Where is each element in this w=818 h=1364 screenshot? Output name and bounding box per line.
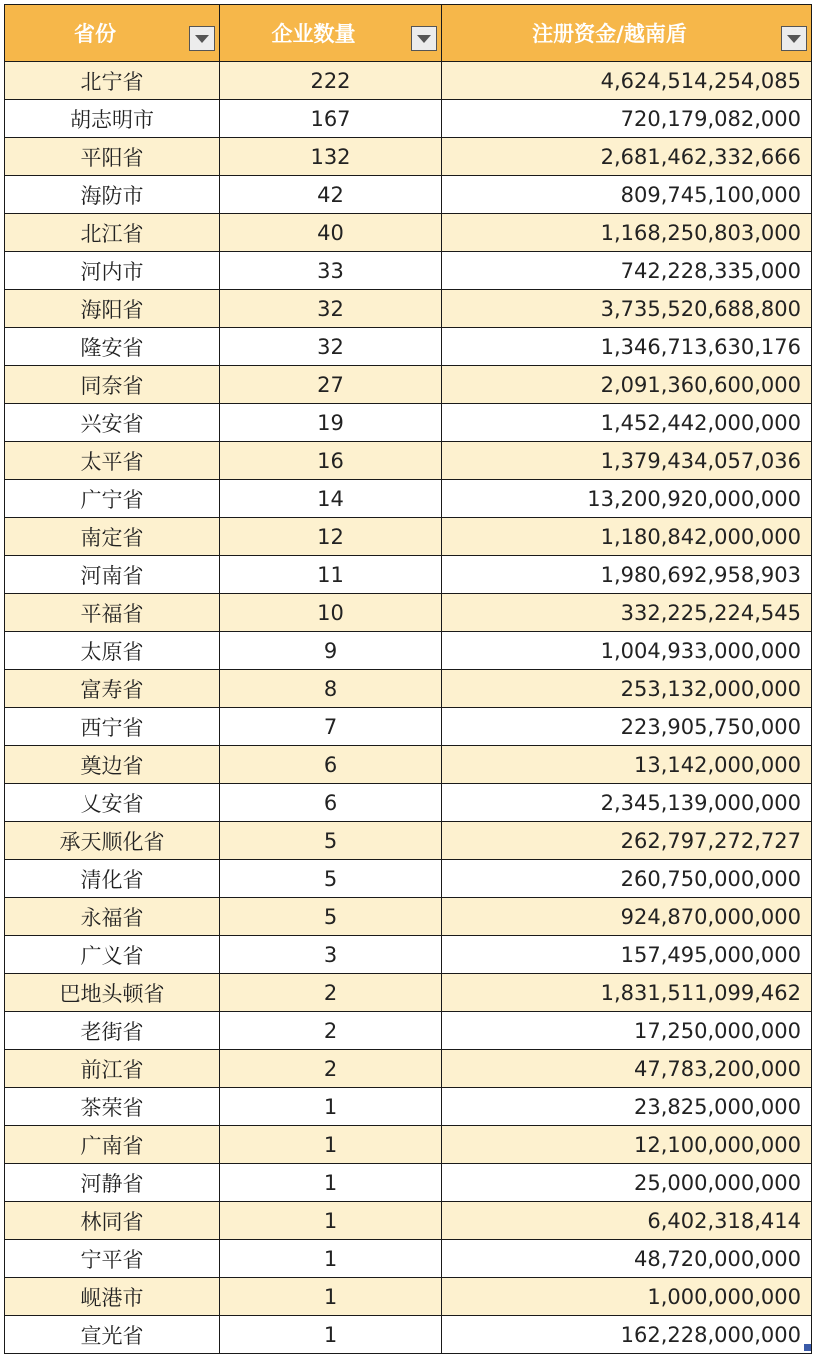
table-row [5,1278,812,1316]
cell-count[interactable]: 1 [220,1088,442,1126]
cell-province[interactable]: 太平省 [5,442,220,480]
table-row [5,1316,812,1354]
cell-count[interactable]: 42 [220,176,442,214]
cell-capital[interactable]: 162,228,000,000 [442,1316,812,1354]
cell-capital[interactable]: 47,783,200,000 [442,1050,812,1088]
cell-province[interactable]: 乂安省 [5,784,220,822]
cell-province[interactable]: 平福省 [5,594,220,632]
column-header-label: 省份 [74,22,116,46]
cell-count[interactable]: 2 [220,1012,442,1050]
cell-capital[interactable]: 332,225,224,545 [442,594,812,632]
dropdown-arrow-icon [417,35,431,43]
cell-province[interactable]: 太原省 [5,632,220,670]
column-header-label: 注册资金/越南盾 [532,22,687,46]
cell-province[interactable]: 老街省 [5,1012,220,1050]
filter-dropdown-button[interactable] [411,26,437,51]
cell-province[interactable]: 河南省 [5,556,220,594]
cell-capital[interactable]: 924,870,000,000 [442,898,812,936]
cell-capital[interactable]: 260,750,000,000 [442,860,812,898]
table-row [5,1126,812,1164]
cell-province[interactable]: 清化省 [5,860,220,898]
table-row [5,860,812,898]
cell-count[interactable]: 2 [220,1050,442,1088]
cell-province[interactable]: 兴安省 [5,404,220,442]
column-header-count[interactable] [220,5,442,62]
table-row [5,62,812,100]
cell-province[interactable]: 海阳省 [5,290,220,328]
table-row [5,328,812,366]
cell-capital[interactable]: 1,980,692,958,903 [442,556,812,594]
cell-province[interactable]: 北宁省 [5,62,220,100]
cell-capital[interactable]: 742,228,335,000 [442,252,812,290]
cell-province[interactable]: 河内市 [5,252,220,290]
cell-count[interactable]: 32 [220,290,442,328]
table-row [5,138,812,176]
cell-capital[interactable]: 48,720,000,000 [442,1240,812,1278]
table-row [5,290,812,328]
cell-count[interactable]: 1 [220,1164,442,1202]
cell-capital[interactable]: 157,495,000,000 [442,936,812,974]
table-header [5,5,812,62]
cell-province[interactable]: 广宁省 [5,480,220,518]
cell-count[interactable]: 14 [220,480,442,518]
cell-capital[interactable]: 13,142,000,000 [442,746,812,784]
cell-capital[interactable]: 1,379,434,057,036 [442,442,812,480]
table-row [5,1240,812,1278]
cell-province[interactable]: 巴地头顿省 [5,974,220,1012]
cell-province[interactable]: 富寿省 [5,670,220,708]
dropdown-arrow-icon [787,35,801,43]
cell-province[interactable]: 南定省 [5,518,220,556]
cell-count[interactable]: 11 [220,556,442,594]
cell-capital[interactable]: 2,681,462,332,666 [442,138,812,176]
cell-count[interactable]: 5 [220,898,442,936]
cell-count[interactable]: 222 [220,62,442,100]
cell-capital[interactable]: 17,250,000,000 [442,1012,812,1050]
cell-capital[interactable]: 223,905,750,000 [442,708,812,746]
table-row [5,100,812,138]
cell-count[interactable]: 19 [220,404,442,442]
cell-capital[interactable]: 809,745,100,000 [442,176,812,214]
cell-count[interactable]: 167 [220,100,442,138]
cell-capital[interactable]: 1,452,442,000,000 [442,404,812,442]
cell-province[interactable]: 河静省 [5,1164,220,1202]
cell-province[interactable]: 永福省 [5,898,220,936]
cell-capital[interactable]: 253,132,000,000 [442,670,812,708]
table-row [5,594,812,632]
table-row [5,1202,812,1240]
table-row [5,1088,812,1126]
cell-province[interactable]: 平阳省 [5,138,220,176]
cell-capital[interactable]: 6,402,318,414 [442,1202,812,1240]
cell-capital[interactable]: 2,345,139,000,000 [442,784,812,822]
cell-capital[interactable]: 3,735,520,688,800 [442,290,812,328]
table-row [5,176,812,214]
cell-province[interactable]: 北江省 [5,214,220,252]
cell-capital[interactable]: 1,831,511,099,462 [442,974,812,1012]
column-header-label: 企业数量 [271,22,356,46]
cell-province[interactable]: 胡志明市 [5,100,220,138]
table-row [5,898,812,936]
cell-count[interactable]: 6 [220,784,442,822]
cell-province[interactable]: 前江省 [5,1050,220,1088]
table-row [5,556,812,594]
cell-province[interactable]: 岘港市 [5,1278,220,1316]
cell-province[interactable]: 隆安省 [5,328,220,366]
cell-count[interactable]: 1 [220,1316,442,1354]
cell-capital[interactable]: 720,179,082,000 [442,100,812,138]
filter-dropdown-button[interactable] [189,26,215,51]
cell-count[interactable]: 32 [220,328,442,366]
cell-province[interactable]: 承天顺化省 [5,822,220,860]
table-row [5,252,812,290]
cell-province[interactable]: 同奈省 [5,366,220,404]
table-row [5,670,812,708]
cell-province[interactable]: 茶荣省 [5,1088,220,1126]
cell-province[interactable]: 奠边省 [5,746,220,784]
cell-capital[interactable]: 25,000,000,000 [442,1164,812,1202]
cell-count[interactable]: 40 [220,214,442,252]
cell-capital[interactable]: 12,100,000,000 [442,1126,812,1164]
table-row [5,632,812,670]
table-row [5,214,812,252]
cell-count[interactable]: 27 [220,366,442,404]
cell-count[interactable]: 12 [220,518,442,556]
cell-count[interactable]: 10 [220,594,442,632]
table-row [5,366,812,404]
cell-capital[interactable]: 2,091,360,600,000 [442,366,812,404]
cell-capital[interactable]: 1,346,713,630,176 [442,328,812,366]
cell-capital[interactable]: 13,200,920,000,000 [442,480,812,518]
cell-count[interactable]: 132 [220,138,442,176]
cell-province[interactable]: 海防市 [5,176,220,214]
cell-count[interactable]: 8 [220,670,442,708]
table-row [5,974,812,1012]
table-row [5,746,812,784]
table-row [5,518,812,556]
filter-dropdown-button[interactable] [781,26,807,51]
cell-count[interactable]: 5 [220,860,442,898]
cell-count[interactable]: 7 [220,708,442,746]
cell-province[interactable]: 广南省 [5,1126,220,1164]
cell-count[interactable]: 6 [220,746,442,784]
cell-province[interactable]: 西宁省 [5,708,220,746]
cell-province[interactable]: 林同省 [5,1202,220,1240]
cell-count[interactable]: 3 [220,936,442,974]
cell-count[interactable]: 9 [220,632,442,670]
cell-capital[interactable]: 1,004,933,000,000 [442,632,812,670]
cell-count[interactable]: 1 [220,1278,442,1316]
cell-capital[interactable]: 1,000,000,000 [442,1278,812,1316]
cell-province[interactable]: 广义省 [5,936,220,974]
column-header-province[interactable] [5,5,220,62]
table-row [5,936,812,974]
table-row [5,708,812,746]
table-body [5,62,812,1354]
dropdown-arrow-icon [195,35,209,43]
cell-capital[interactable]: 262,797,272,727 [442,822,812,860]
table-row [5,1012,812,1050]
cell-count[interactable]: 1 [220,1126,442,1164]
table-row [5,1050,812,1088]
cell-count[interactable]: 5 [220,822,442,860]
cell-province[interactable]: 宣光省 [5,1316,220,1354]
cell-capital[interactable]: 1,180,842,000,000 [442,518,812,556]
table-row [5,822,812,860]
cell-capital[interactable]: 23,825,000,000 [442,1088,812,1126]
fill-handle[interactable] [804,1344,811,1351]
cell-capital[interactable]: 4,624,514,254,085 [442,62,812,100]
table-row [5,480,812,518]
cell-count[interactable]: 33 [220,252,442,290]
table-row [5,784,812,822]
cell-count[interactable]: 1 [220,1240,442,1278]
cell-count[interactable]: 16 [220,442,442,480]
cell-count[interactable]: 1 [220,1202,442,1240]
table-row [5,1164,812,1202]
cell-province[interactable]: 宁平省 [5,1240,220,1278]
spreadsheet-table [4,4,812,1354]
table-row [5,442,812,480]
table-row [5,404,812,442]
cell-capital[interactable]: 1,168,250,803,000 [442,214,812,252]
header-row [5,5,812,62]
column-header-capital[interactable] [442,5,812,62]
cell-count[interactable]: 2 [220,974,442,1012]
